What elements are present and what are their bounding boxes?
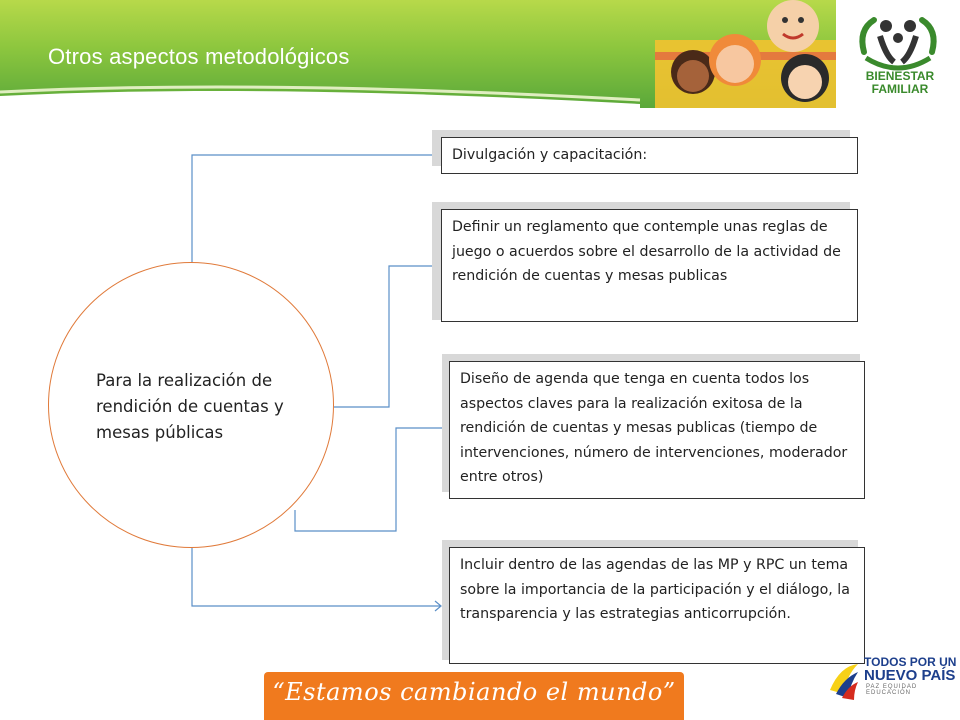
page-title: Otros aspectos metodológicos (48, 44, 350, 69)
brand-line-1: TODOS POR UN (864, 655, 957, 669)
brand-line-2: NUEVO PAÍS (864, 667, 956, 684)
todos-por-un-nuevo-pais-logo (864, 656, 956, 684)
text-box-agenda: Diseño de agenda que tenga en cuenta todos los aspectos claves para la realización exitosa de la rendición de cuentas y mesas publicas (tiempo de intervenciones, número de intervenciones, moderador entre otros) (449, 361, 865, 499)
central-circle-text: Para la realización de rendición de cuentas y mesas públicas (96, 371, 284, 442)
connector-2 (334, 266, 438, 407)
colombia-flag-icon (826, 660, 862, 700)
footer-slogan: “Estamos cambiando el mundo” (272, 678, 676, 706)
connector-1 (192, 155, 438, 262)
brand-subtitle: PAZ EQUIDAD EDUCACIÓN (866, 684, 918, 696)
text-box-reglamento: Definir un reglamento que contemple unas reglas de juego o acuerdos sobre el desarrollo de la actividad de rendición de cuentas y mesas publicas (441, 209, 858, 322)
connector-4 (192, 548, 440, 606)
logo-line-2: FAMILIAR (871, 82, 929, 96)
logo-line-1: BIENESTAR (865, 69, 935, 83)
text-box-incluir: Incluir dentro de las agendas de las MP y RPC un tema sobre la importancia de la participación y el diálogo, la transparencia y las estrategias anticorrupción. (449, 547, 865, 664)
text-box-divulgacion: Divulgación y capacitación: (441, 137, 858, 174)
